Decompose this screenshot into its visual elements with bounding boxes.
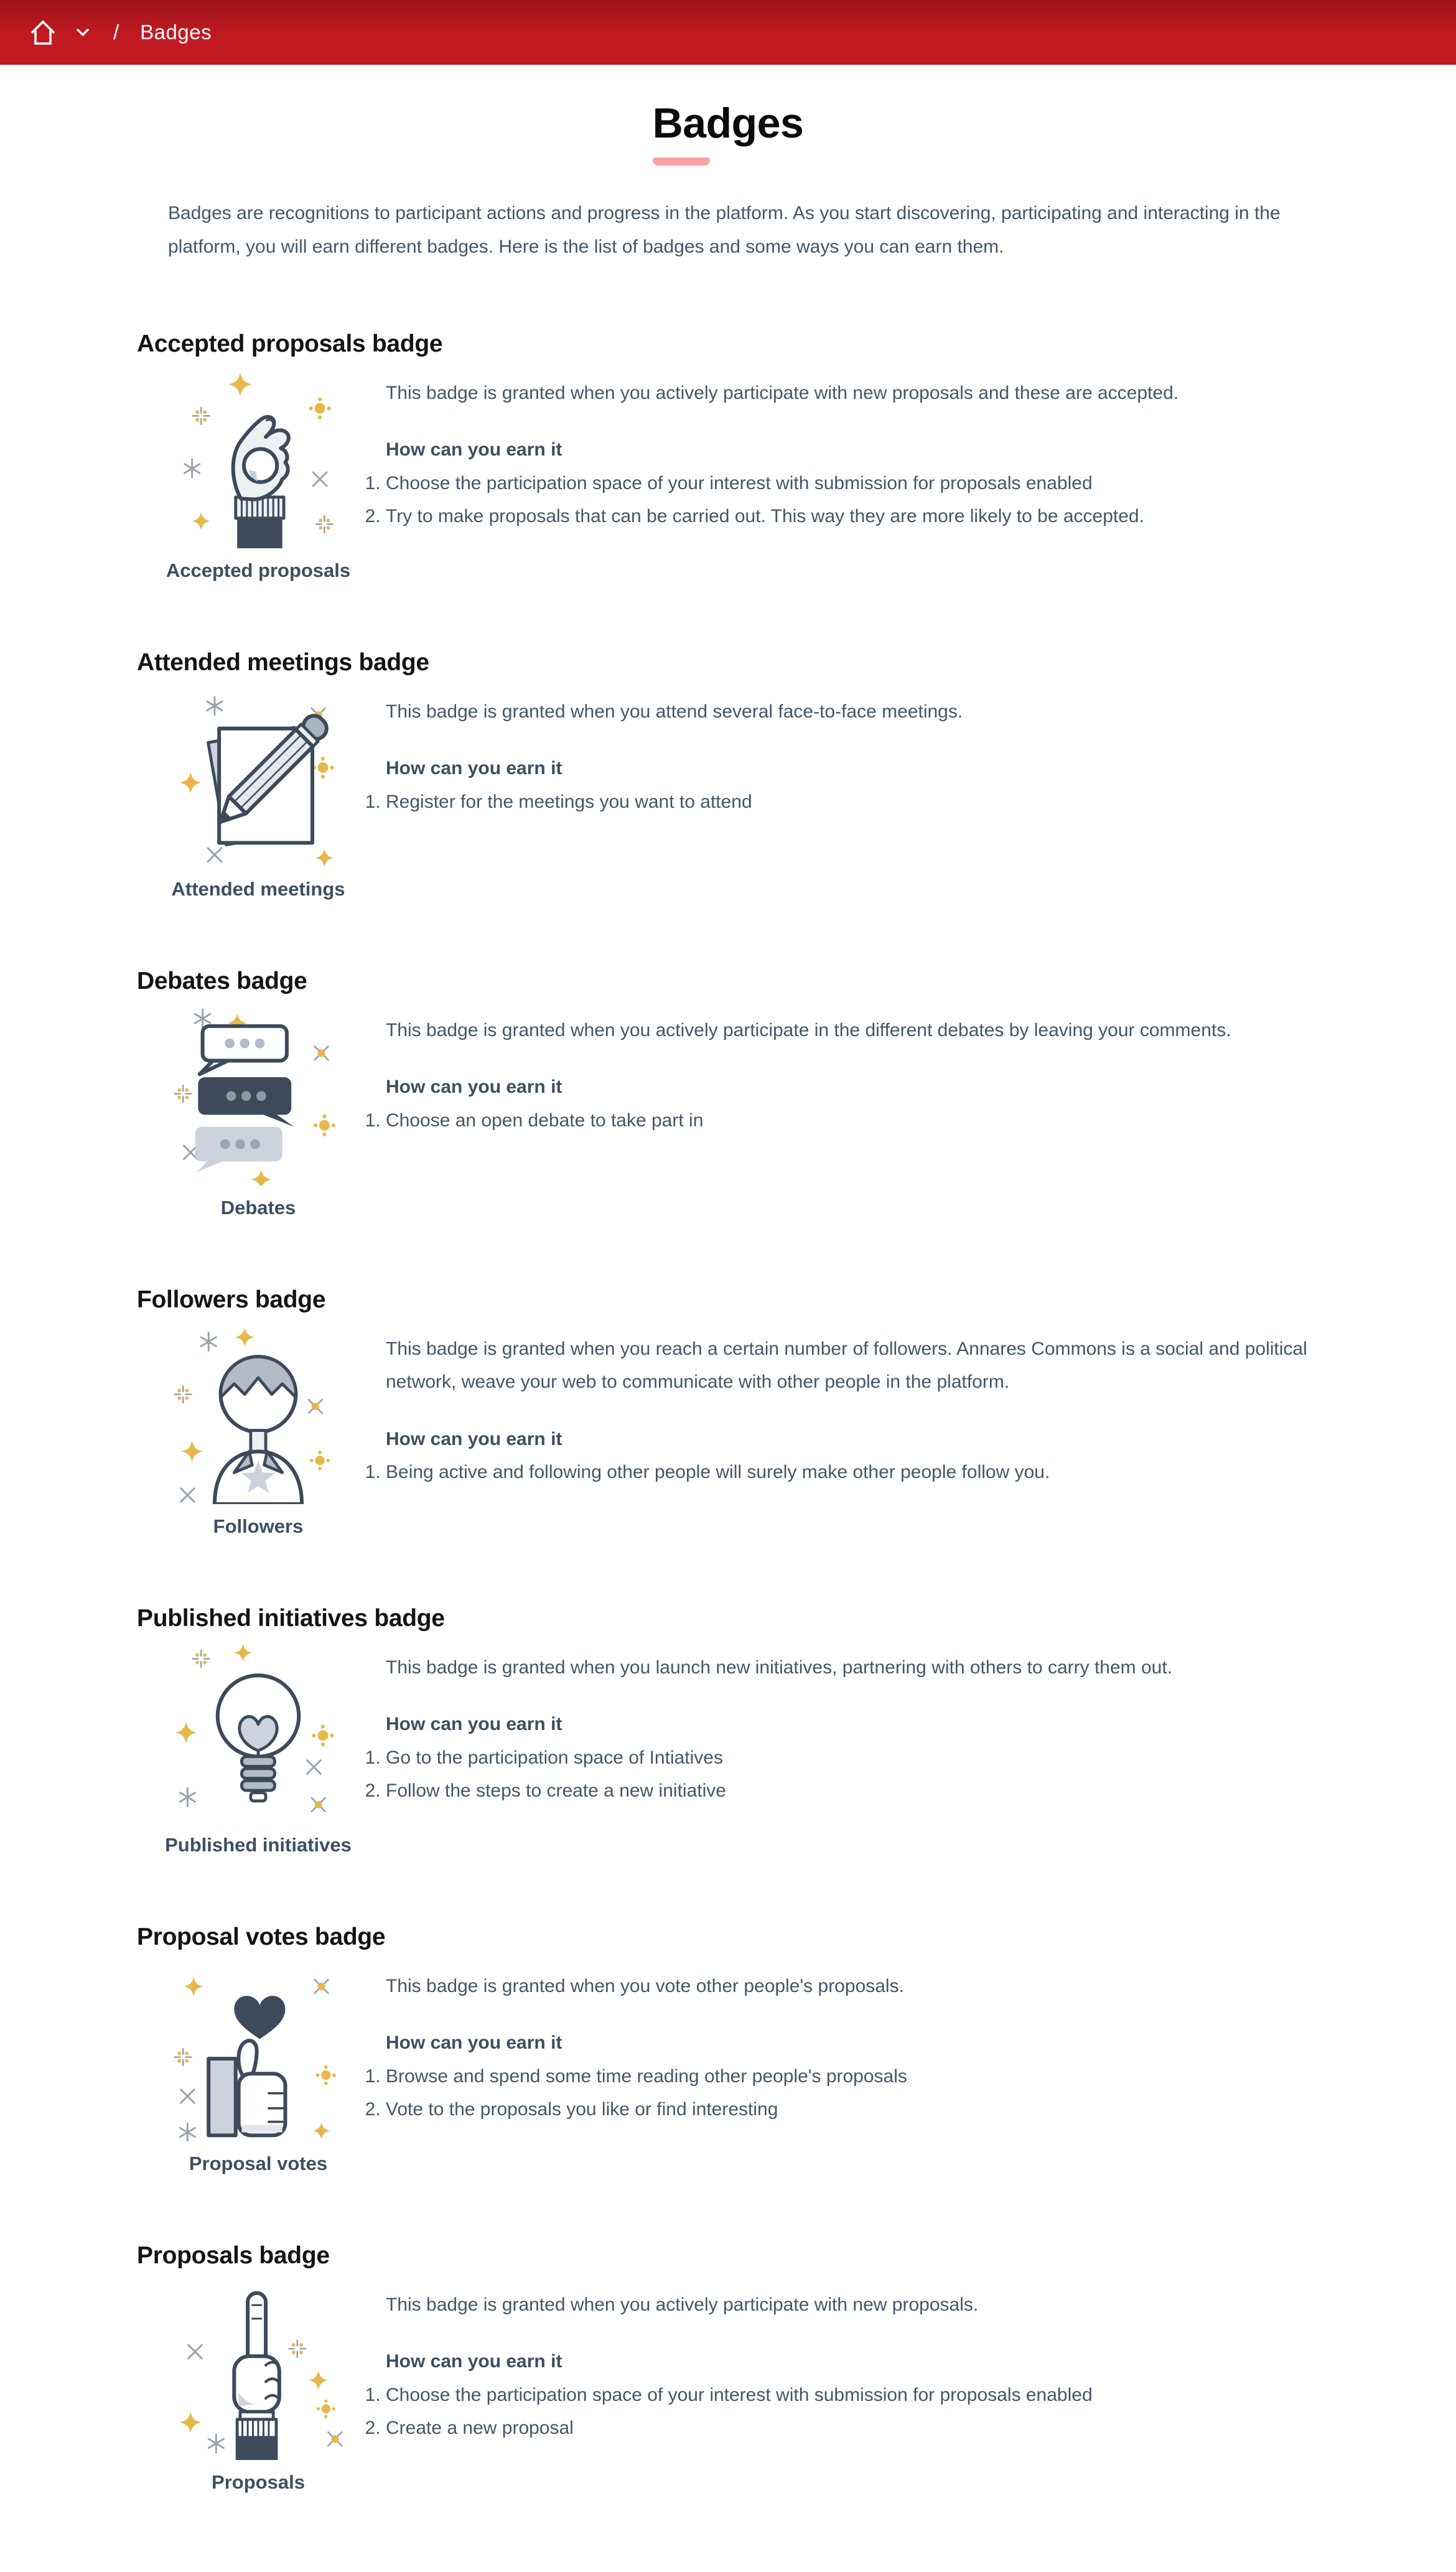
speech-bubbles-icon [168, 1005, 348, 1185]
badge-description: This badge is granted when you reach a certain number of followers. Annares Commons is a social and political network, weave your web to communicate with other people in the platform. [386, 1339, 1307, 1393]
how-heading: How can you earn it [386, 758, 562, 779]
badge-section-accepted-proposals [131, 330, 1325, 582]
badge-section-proposal-votes [131, 1924, 1325, 2175]
badge-caption: Proposal votes [189, 2153, 328, 2175]
step-item: 1. Choose the participation space of your interest with submission for proposals enabled [386, 467, 1325, 500]
badge-caption: Proposals [212, 2471, 305, 2494]
badge-section-debates [131, 968, 1325, 1219]
step-item: 1. Choose an open debate to take part in [386, 1104, 1325, 1137]
section-title: Accepted proposals badge [137, 330, 443, 358]
section-title: Published initiatives badge [137, 1605, 445, 1632]
thumbs-up-heart-icon [168, 1961, 348, 2141]
pencil-paper-icon [168, 686, 348, 867]
step-item: 2. Create a new proposal [386, 2411, 1325, 2444]
main-content [131, 98, 1325, 2494]
person-avatar-icon [168, 1324, 348, 1504]
section-title: Attended meetings badge [137, 649, 429, 676]
how-heading: How can you earn it [386, 1428, 562, 1449]
badge-section-published-initiatives [131, 1605, 1325, 1856]
badge-caption: Attended meetings [171, 878, 345, 900]
section-title: Proposal votes badge [137, 1924, 386, 1951]
badge-section-proposals [131, 2242, 1325, 2494]
how-heading: How can you earn it [386, 2032, 562, 2054]
badge-description: This badge is granted when you actively participate with new proposals. [386, 2294, 979, 2316]
section-title: Debates badge [137, 968, 307, 995]
step-item: 1. Being active and following other people will surely make other people follow you. [386, 1456, 1325, 1489]
badge-description: This badge is granted when you actively participate with new proposals and these are accepted. [386, 383, 1179, 404]
steps-list [386, 1456, 1325, 1489]
steps-list [386, 467, 1325, 533]
pointing-hand-icon [168, 2280, 348, 2460]
badge-caption: Debates [220, 1197, 296, 1219]
how-heading: How can you earn it [386, 2351, 562, 2372]
badge-caption: Followers [213, 1515, 304, 1538]
ok-hand-icon [168, 368, 348, 548]
badge-description: This badge is granted when you attend several face-to-face meetings. [386, 701, 963, 722]
steps-list [386, 1104, 1325, 1137]
step-item: 1. Register for the meetings you want to attend [386, 785, 1325, 818]
intro-text: Badges are recognitions to participant actions and progress in the platform. As you start discovering, participating and interacting in the platform, you will earn different badges. Here is the list of badges and some ways you can earn them. [168, 203, 1281, 257]
title-underline [653, 157, 710, 166]
badge-description: This badge is granted when you vote other people's proposals. [386, 1976, 904, 1997]
step-item: 2. Follow the steps to create a new initiative [386, 1774, 1325, 1807]
step-item: 1. Browse and spend some time reading other people's proposals [386, 2060, 1325, 2093]
steps-list [386, 2378, 1325, 2445]
top-bar [0, 0, 1456, 65]
lightbulb-icon [168, 1642, 348, 1823]
steps-list [386, 785, 1325, 818]
breadcrumb-current: Badges [140, 21, 212, 44]
badge-caption: Published initiatives [165, 1834, 352, 1856]
step-item: 1. Go to the participation space of Intiatives [386, 1741, 1325, 1774]
steps-list [386, 1741, 1325, 1808]
badge-caption: Accepted proposals [166, 559, 351, 582]
breadcrumb [29, 18, 212, 47]
steps-list [386, 2060, 1325, 2126]
badge-description: This badge is granted when you actively participate in the different debates by leaving your comments. [386, 1020, 1231, 1041]
how-heading: How can you earn it [386, 1714, 562, 1735]
section-title: Followers badge [137, 1286, 326, 1314]
chevron-down-icon[interactable] [76, 28, 90, 37]
how-heading: How can you earn it [386, 1077, 562, 1098]
badge-description: This badge is granted when you launch new initiatives, partnering with others to carry them out. [386, 1657, 1173, 1678]
home-icon[interactable] [29, 18, 57, 47]
step-item: 2. Vote to the proposals you like or find interesting [386, 2093, 1325, 2126]
badge-section-followers [131, 1286, 1325, 1538]
page-title: Badges [652, 100, 804, 147]
how-heading: How can you earn it [386, 439, 562, 461]
section-title: Proposals badge [137, 2242, 330, 2270]
badge-section-attended-meetings [131, 649, 1325, 900]
step-item: 2. Try to make proposals that can be carried out. This way they are more likely to be accepted. [386, 500, 1325, 533]
step-item: 1. Choose the participation space of your interest with submission for proposals enabled [386, 2378, 1325, 2411]
breadcrumb-separator: / [113, 21, 119, 44]
